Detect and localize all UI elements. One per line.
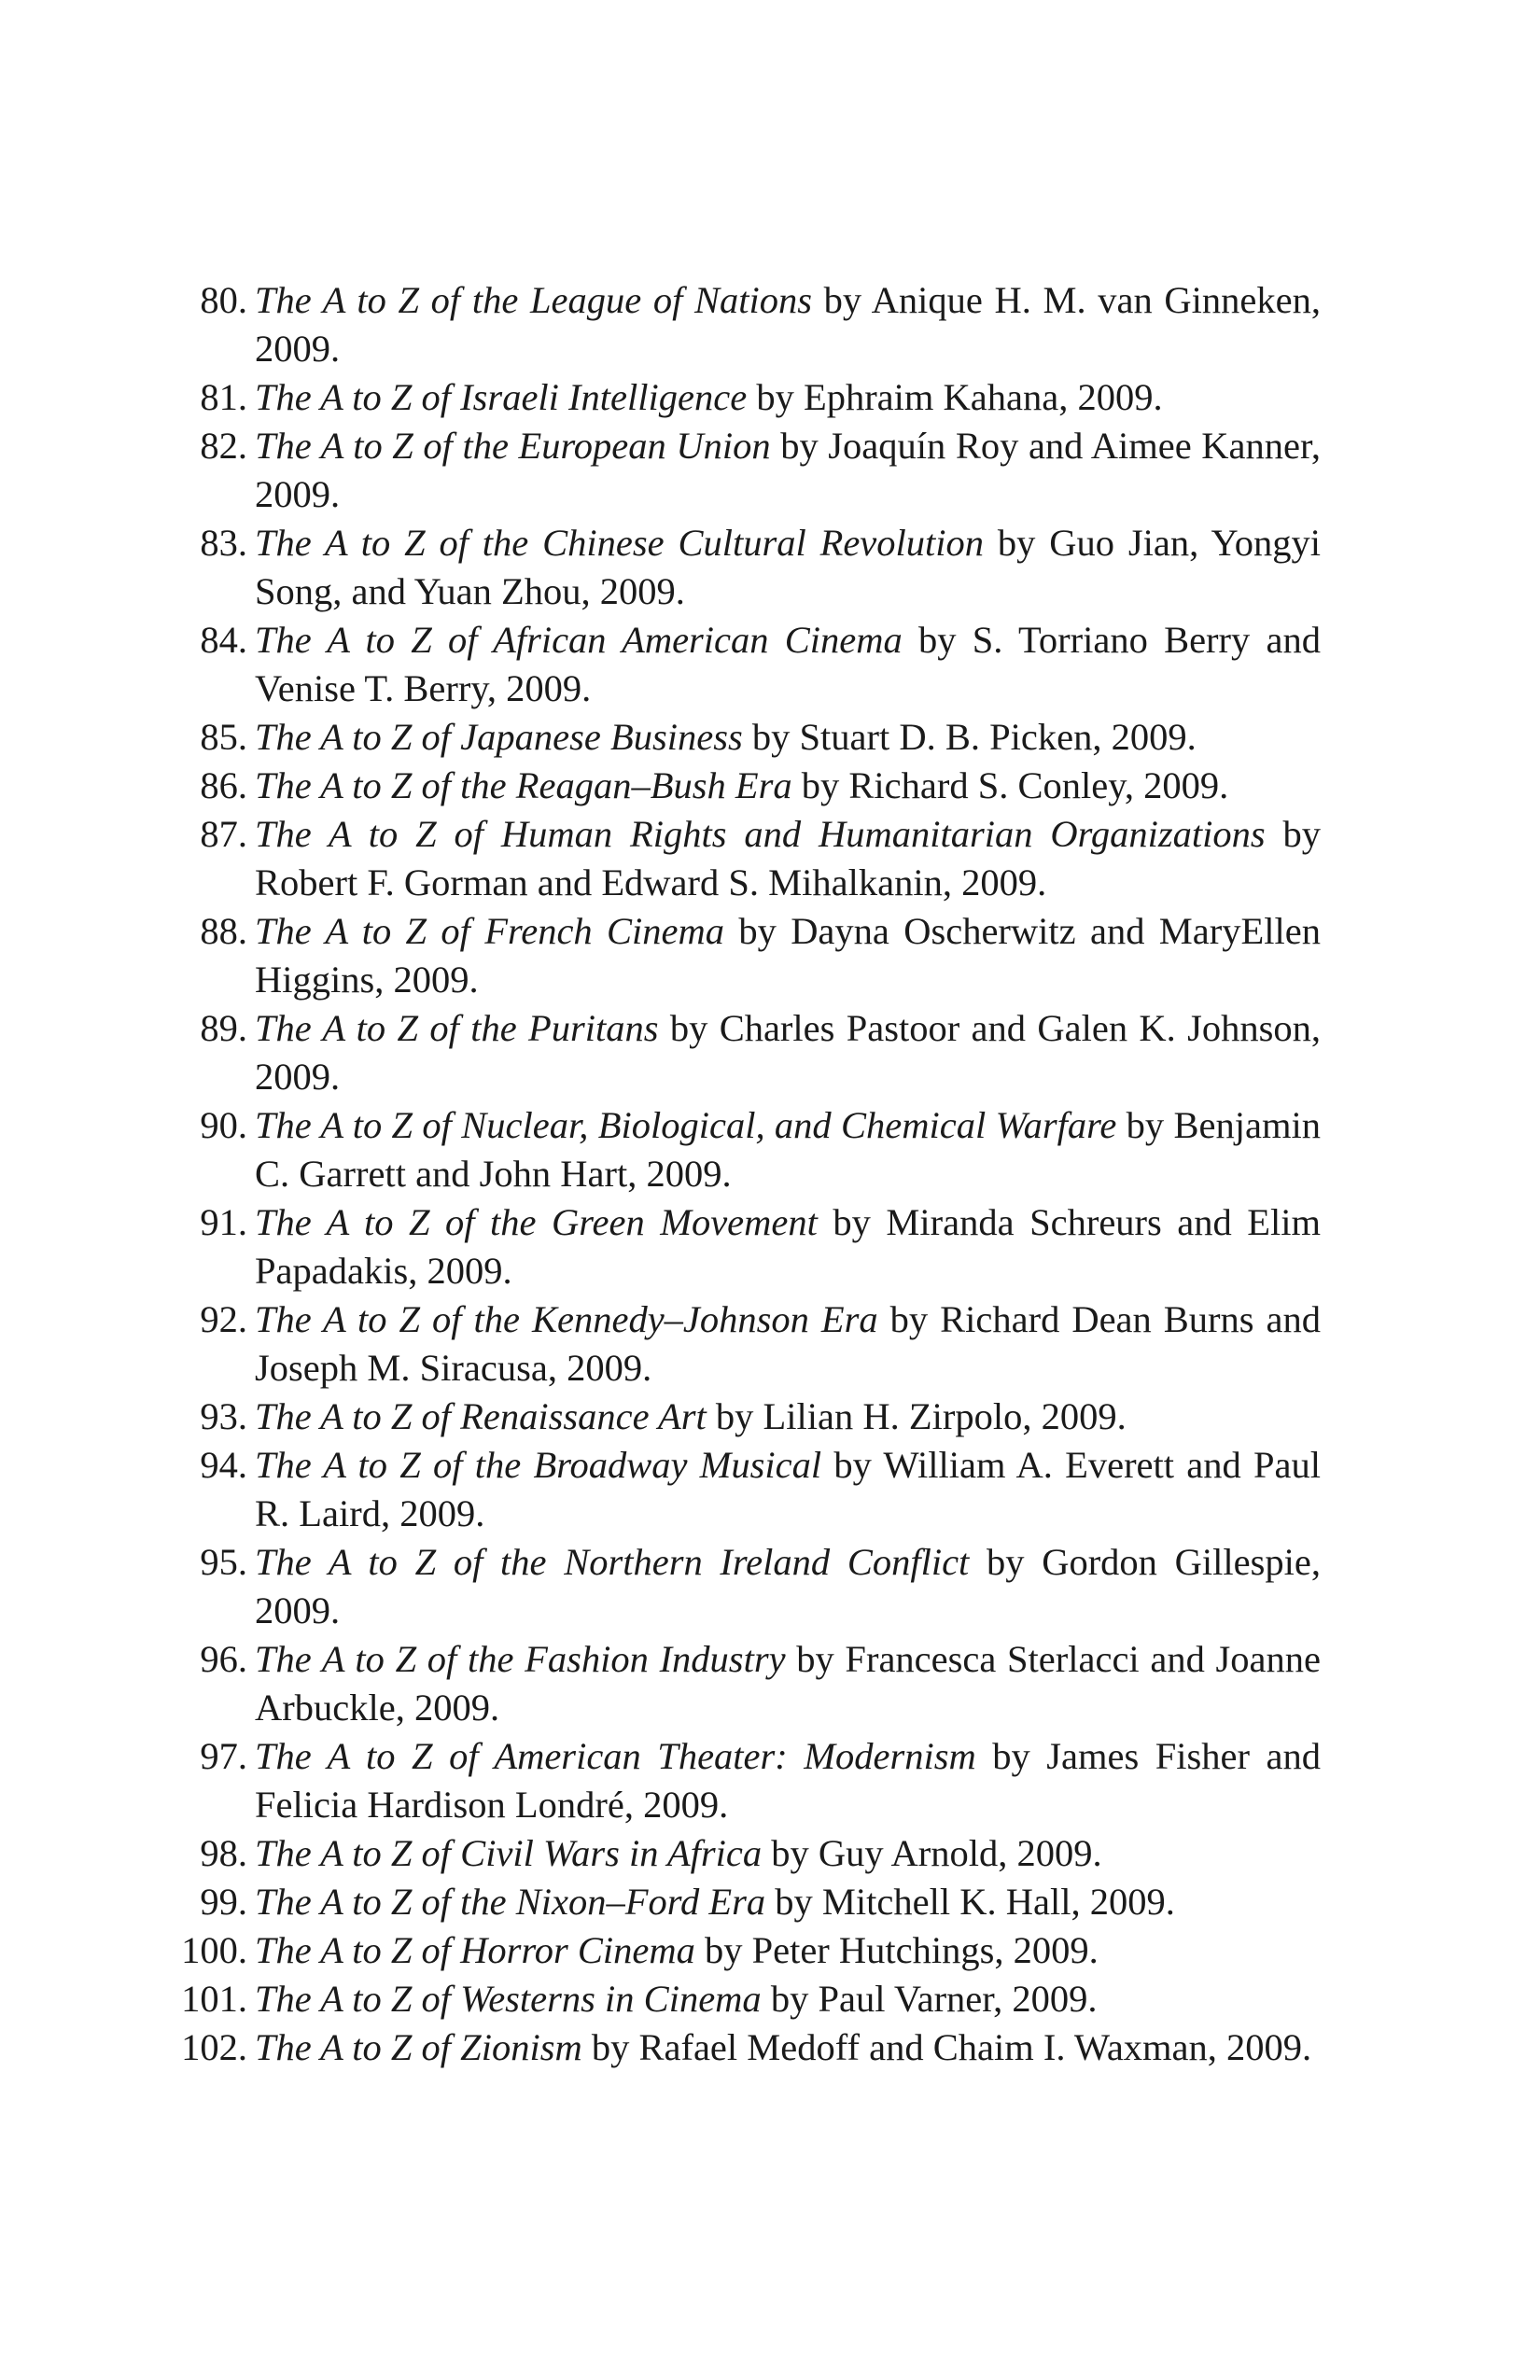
item-number: 91.: [200, 1201, 247, 1243]
book-title: The A to Z of the Nixon–Ford Era: [255, 1881, 766, 1923]
item-number: 84.: [200, 619, 247, 661]
list-item: [154, 276, 1321, 373]
book-title: The A to Z of the Fashion Industry: [255, 1638, 786, 1680]
author-and-year: by Rafael Medoff and Chaim I. Waxman, 2009.: [581, 2026, 1312, 2068]
list-item: [154, 422, 1321, 519]
list-item: [154, 1004, 1321, 1101]
author-and-year: by Francesca Sterlacci and Joanne Arbuckle, 2009.: [255, 1638, 1321, 1729]
item-number: 101.: [181, 1978, 247, 2020]
book-title: The A to Z of Horror Cinema: [255, 1929, 695, 1971]
item-number: 100.: [181, 1929, 247, 1971]
item-number: 102.: [181, 2026, 247, 2068]
book-title: The A to Z of Renaissance Art: [255, 1395, 707, 1437]
list-item: [154, 1926, 1321, 1975]
author-and-year: by Mitchell K. Hall, 2009.: [765, 1881, 1175, 1923]
list-item: [154, 1635, 1321, 1732]
list-item: [154, 762, 1321, 810]
item-number: 89.: [200, 1007, 247, 1049]
author-and-year: by Gordon Gillespie, 2009.: [255, 1541, 1321, 1631]
author-and-year: by William A. Everett and Paul R. Laird, 2009.: [255, 1444, 1321, 1534]
book-title: The A to Z of the Reagan–Bush Era: [255, 764, 792, 806]
book-title: The A to Z of French Cinema: [255, 910, 725, 952]
list-item: [154, 810, 1321, 907]
book-title: The A to Z of the Green Movement: [255, 1201, 818, 1243]
book-title: The A to Z of the Chinese Cultural Revolution: [255, 522, 985, 564]
list-item: [154, 1101, 1321, 1198]
list-item: [154, 1441, 1321, 1538]
book-title: The A to Z of Westerns in Cinema: [255, 1978, 762, 2020]
item-number: 96.: [200, 1638, 247, 1680]
book-title: The A to Z of the Northern Ireland Conflict: [255, 1541, 970, 1583]
list-item: [154, 1198, 1321, 1295]
list-item: [154, 907, 1321, 1004]
list-item: [154, 1829, 1321, 1878]
author-and-year: by Miranda Schreurs and Elim Papadakis, 2009.: [255, 1201, 1322, 1292]
item-number: 87.: [200, 813, 247, 855]
list-item: [154, 1878, 1321, 1926]
author-and-year: by Charles Pastoor and Galen K. Johnson, 2009.: [255, 1007, 1321, 1098]
list-item: [154, 1538, 1321, 1635]
list-item: [154, 1393, 1321, 1441]
book-title: The A to Z of the Kennedy–Johnson Era: [255, 1298, 878, 1340]
item-number: 85.: [200, 716, 247, 758]
book-title: The A to Z of Nuclear, Biological, and Chemical Warfare: [255, 1104, 1117, 1146]
list-item: [154, 1295, 1321, 1393]
author-and-year: by Lilian H. Zirpolo, 2009.: [706, 1395, 1127, 1437]
author-and-year: by Anique H. M. van Ginneken, 2009.: [255, 279, 1321, 370]
item-number: 93.: [200, 1395, 247, 1437]
item-number: 94.: [200, 1444, 247, 1486]
item-number: 99.: [200, 1881, 247, 1923]
author-and-year: by Stuart D. B. Picken, 2009.: [742, 716, 1197, 758]
author-and-year: by Dayna Oscherwitz and MaryEllen Higgins, 2009.: [255, 910, 1321, 1001]
item-number: 97.: [200, 1735, 247, 1777]
author-and-year: by Richard Dean Burns and Joseph M. Siracusa, 2009.: [255, 1298, 1322, 1389]
list-item: [154, 1975, 1321, 2023]
author-and-year: by Richard S. Conley, 2009.: [791, 764, 1229, 806]
book-title: The A to Z of Israeli Intelligence: [255, 376, 748, 418]
book-title: The A to Z of the Broadway Musical: [255, 1444, 822, 1486]
author-and-year: by James Fisher and Felicia Hardison Londré, 2009.: [255, 1735, 1321, 1826]
book-title: The A to Z of the League of Nations: [255, 279, 813, 321]
book-title: The A to Z of American Theater: Modernism: [255, 1735, 976, 1777]
list-item: [154, 1732, 1321, 1829]
author-and-year: by Guo Jian, Yongyi Song, and Yuan Zhou, 2009.: [255, 522, 1321, 612]
list-item: [154, 519, 1321, 616]
book-title: The A to Z of the European Union: [255, 425, 771, 467]
author-and-year: by S. Torriano Berry and Venise T. Berry, 2009.: [255, 619, 1322, 709]
item-number: 98.: [200, 1832, 247, 1874]
item-number: 88.: [200, 910, 247, 952]
author-and-year: by Ephraim Kahana, 2009.: [747, 376, 1163, 418]
book-title: The A to Z of African American Cinema: [255, 619, 903, 661]
item-number: 80.: [200, 279, 247, 321]
book-title: The A to Z of Human Rights and Humanitarian Organizations: [255, 813, 1266, 855]
item-number: 82.: [200, 425, 247, 467]
list-item: [154, 373, 1321, 422]
item-number: 81.: [200, 376, 247, 418]
author-and-year: by Robert F. Gorman and Edward S. Mihalkanin, 2009.: [255, 813, 1322, 903]
item-number: 86.: [200, 764, 247, 806]
item-number: 90.: [200, 1104, 247, 1146]
item-number: 83.: [200, 522, 247, 564]
author-and-year: by Peter Hutchings, 2009.: [694, 1929, 1099, 1971]
series-list: [154, 276, 1321, 2072]
book-title: The A to Z of the Puritans: [255, 1007, 659, 1049]
item-number: 92.: [200, 1298, 247, 1340]
item-number: 95.: [200, 1541, 247, 1583]
list-item: [154, 713, 1321, 762]
author-and-year: by Benjamin C. Garrett and John Hart, 2009.: [255, 1104, 1321, 1195]
author-and-year: by Guy Arnold, 2009.: [762, 1832, 1102, 1874]
book-title: The A to Z of Civil Wars in Africa: [255, 1832, 763, 1874]
list-item: [154, 2023, 1321, 2072]
author-and-year: by Paul Varner, 2009.: [761, 1978, 1098, 2020]
book-title: The A to Z of Zionism: [255, 2026, 582, 2068]
book-title: The A to Z of Japanese Business: [255, 716, 743, 758]
author-and-year: by Joaquín Roy and Aimee Kanner, 2009.: [255, 425, 1322, 515]
list-item: [154, 616, 1321, 713]
